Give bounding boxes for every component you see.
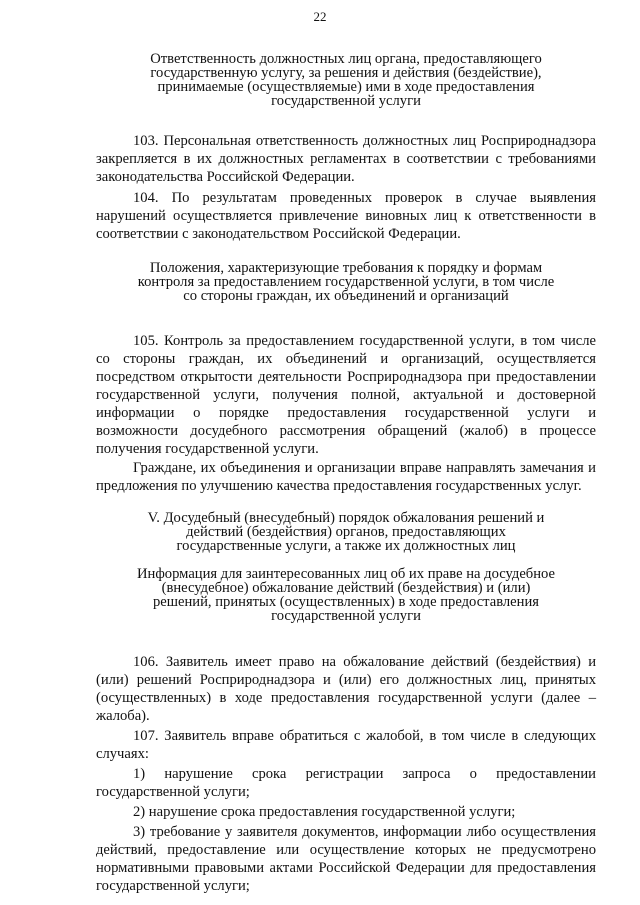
paragraph-line: нарушений осуществляется привлечение виновных лиц к ответственности в [96, 208, 596, 224]
paragraph-line: получения государственной услуги. [96, 441, 319, 457]
page-number: 22 [313, 9, 327, 24]
paragraph-line: 3) требование у заявителя документов, информации либо осуществления [133, 824, 596, 840]
heading-line: V. Досудебный (внесудебный) порядок обжалования решений и [147, 510, 545, 526]
paragraph-line: 2) нарушение срока предоставления государственной услуги; [133, 804, 516, 820]
paragraph-line: 106. Заявитель имеет право на обжалование действий (бездействия) и [133, 654, 596, 670]
paragraph-103 [96, 132, 596, 186]
heading-line: государственные услуги, а также их должностных лиц [176, 538, 516, 554]
heading-line: Ответственность должностных лиц органа, предоставляющего [150, 51, 542, 67]
section-heading-info [96, 567, 596, 623]
heading-line: принимаемые (осуществляемые) ими в ходе предоставления [157, 79, 535, 95]
paragraph-line: 107. Заявитель вправе обратиться с жалобой, в том числе в следующих [133, 728, 596, 744]
paragraph-line: Граждане, их объединения и организации вправе направлять замечания и [133, 460, 596, 476]
paragraph-line: возможности досудебного рассмотрения обращений (жалоб) в процессе [96, 423, 596, 439]
heading-line: (внесудебное) обжалование действий (бездействия) и (или) [161, 580, 531, 596]
paragraph-line: предложения по улучшению качества предоставления государственных услуг. [96, 478, 582, 494]
paragraph-line: 104. По результатам проведенных проверок в случае выявления [133, 190, 596, 206]
paragraph-104 [96, 189, 596, 243]
paragraph-line: со стороны граждан, их объединений и организаций, осуществляется [96, 351, 596, 367]
paragraph-line: жалоба). [96, 708, 150, 724]
paragraph-107 [96, 727, 596, 763]
heading-line: государственной услуги [271, 93, 421, 109]
paragraph-105 [96, 332, 596, 458]
paragraph-line: государственной услуги; [96, 784, 250, 800]
list-item-2 [96, 803, 596, 821]
paragraph-line: государственной услуги, получения полной, актуальной и достоверной [96, 387, 596, 403]
paragraph-line: посредством открытости деятельности Росприроднадзора при предоставлении [96, 369, 596, 385]
heading-line: Положения, характеризующие требования к порядку и формам [149, 260, 543, 276]
paragraph-line: нормативными правовыми актами Российской Федерации для предоставления [96, 860, 596, 876]
section-heading-responsibility [96, 52, 596, 108]
paragraph-line: (или) решений Росприроднадзора и (или) его должностных лиц, принятых [96, 672, 596, 688]
paragraph-line: закрепляется в их должностных регламентах в соответствии с требованиями [96, 151, 596, 167]
heading-line: решений, принятых (осуществленных) в ходе предоставления [153, 594, 539, 610]
paragraph-line: государственной услуги; [96, 878, 250, 894]
paragraph-line: 1) нарушение срока регистрации запроса о предоставлении [133, 766, 596, 782]
paragraph-line: (осуществленных) в ходе предоставления государственной услуги (далее – [96, 690, 596, 706]
heading-line: государственной услуги [271, 608, 421, 624]
paragraph-line: информации о порядке предоставления государственной услуги и [96, 405, 596, 421]
paragraph-line: 105. Контроль за предоставлением государственной услуги, в том числе [133, 333, 596, 349]
heading-line: государственную услугу, за решения и действия (бездействие), [150, 65, 542, 81]
paragraph-line: 103. Персональная ответственность должностных лиц Росприроднадзора [133, 133, 596, 149]
heading-line: Информация для заинтересованных лиц об их праве на досудебное [137, 566, 555, 582]
paragraph-line: случаях: [96, 746, 149, 762]
section-heading-v-appeal [96, 511, 596, 553]
paragraph-line: соответствии с законодательством Российской Федерации. [96, 226, 461, 242]
list-item-1 [96, 765, 596, 801]
paragraph-line: действий, предоставление или осуществление которых не предусмотрено [96, 842, 596, 858]
page-content [96, 52, 596, 895]
paragraph-line: законодательства Российской Федерации. [96, 169, 355, 185]
list-item-3 [96, 823, 596, 895]
heading-line: контроля за предоставлением государственной услуги, в том числе [137, 274, 555, 290]
section-heading-control [96, 261, 596, 303]
heading-line: со стороны граждан, их объединений и организаций [183, 288, 509, 304]
paragraph-106 [96, 653, 596, 725]
heading-line: действий (бездействия) органов, предоставляющих [186, 524, 506, 540]
paragraph-citizens [96, 459, 596, 495]
